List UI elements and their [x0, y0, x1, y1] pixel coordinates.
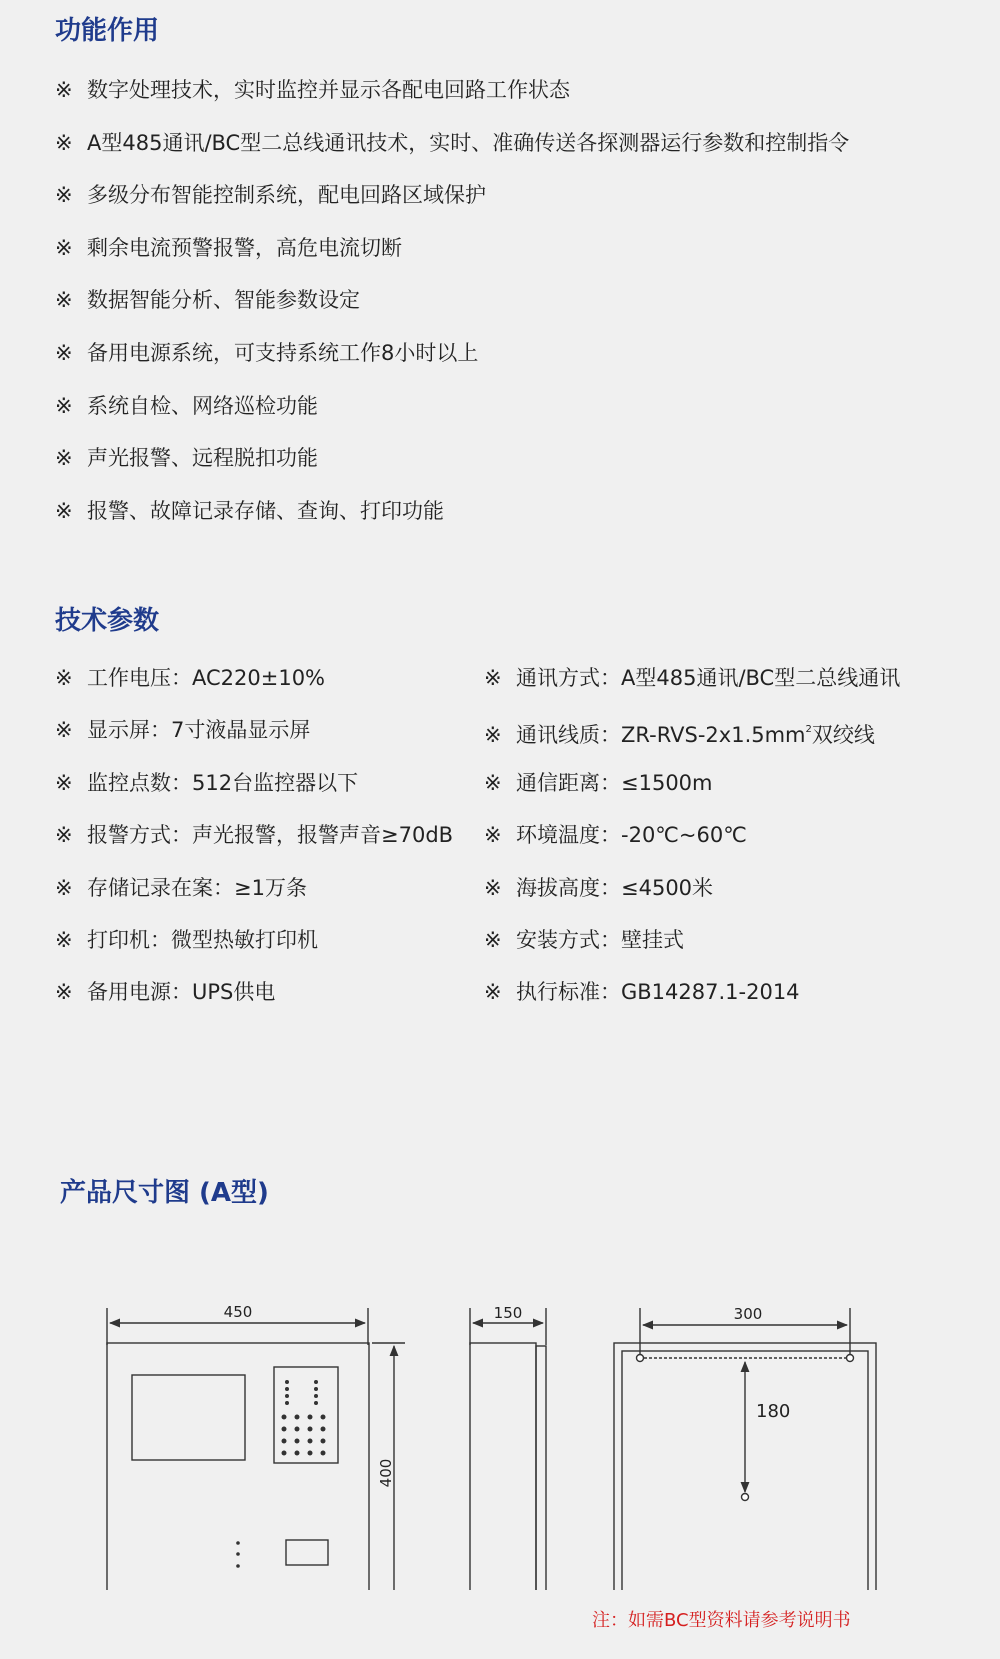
- list-item: [55, 914, 453, 966]
- reference-mark-icon: ※: [484, 666, 502, 690]
- mounting-hole: [637, 1355, 644, 1362]
- dimension-drawing: [0, 1290, 1000, 1590]
- list-item: [484, 652, 900, 704]
- list-item: [55, 704, 453, 756]
- reference-mark-icon: ※: [55, 446, 73, 471]
- reference-mark-icon: ※: [484, 823, 502, 848]
- reference-mark-icon: ※: [484, 770, 502, 795]
- reference-mark-icon: ※: [55, 78, 73, 102]
- list-item: [484, 966, 900, 1018]
- list-item: [484, 862, 900, 914]
- list-item: [55, 485, 849, 538]
- reference-mark-icon: ※: [55, 288, 73, 313]
- reference-mark-icon: ※: [55, 718, 73, 743]
- spec-text: 执行标准：GB14287.1-2014: [516, 980, 800, 1005]
- reference-mark-icon: ※: [55, 823, 73, 848]
- mount-width-label: 300: [733, 1305, 763, 1323]
- spec-text: 报警方式：声光报警，报警声音≥70dB: [87, 823, 454, 848]
- reference-mark-icon: ※: [55, 235, 73, 260]
- features-list: [55, 64, 849, 537]
- list-item: [484, 704, 900, 756]
- list-item: [484, 757, 900, 809]
- list-item: [55, 327, 849, 380]
- footnote: 注：如需BC型资料请参考说明书: [592, 1610, 851, 1631]
- side-body: [470, 1343, 536, 1590]
- feature-text: 数据智能分析、智能参数设定: [87, 288, 360, 313]
- spec-text: 通讯线质：ZR-RVS-2x1.5mm: [516, 723, 806, 748]
- reference-mark-icon: ※: [55, 666, 73, 690]
- reference-mark-icon: ※: [55, 980, 73, 1005]
- list-item: [55, 757, 453, 809]
- reference-mark-icon: ※: [55, 130, 73, 155]
- spec-text: 打印机：微型热敏打印机: [87, 927, 318, 952]
- reference-mark-icon: ※: [55, 927, 73, 952]
- spec-text: 通信距离：≤1500m: [516, 770, 713, 795]
- front-view: [107, 1308, 405, 1590]
- mounting-hole: [742, 1494, 749, 1501]
- spec-text: 安装方式：壁挂式: [516, 927, 684, 952]
- list-item: [55, 169, 849, 222]
- list-item: [55, 117, 849, 170]
- list-item: [484, 809, 900, 861]
- reference-mark-icon: ※: [55, 340, 73, 365]
- indicator-dots: [282, 1380, 326, 1456]
- status-lights: [236, 1541, 240, 1568]
- superscript: 2: [805, 724, 812, 736]
- display-screen: [132, 1375, 245, 1460]
- specs-title: 技术参数: [55, 606, 160, 636]
- features-title: 功能作用: [55, 16, 160, 46]
- feature-text: 剩余电流预警报警，高危电流切断: [87, 235, 402, 260]
- list-item: [55, 966, 453, 1018]
- front-height-label: 400: [377, 1458, 395, 1488]
- list-item: [55, 432, 849, 485]
- list-item: [55, 222, 849, 275]
- mount-height-label: 180: [756, 1401, 791, 1422]
- spec-suffix: 双绞线: [811, 723, 875, 748]
- list-item: [55, 274, 849, 327]
- reference-mark-icon: ※: [484, 723, 502, 748]
- list-item: [55, 809, 453, 861]
- list-item: [55, 652, 453, 704]
- feature-text: 系统自检、网络巡检功能: [87, 393, 318, 418]
- specs-left-column: [55, 652, 453, 1019]
- feature-text: 多级分布智能控制系统，配电回路区域保护: [87, 183, 486, 208]
- side-door: [536, 1346, 546, 1590]
- list-item: [55, 380, 849, 433]
- feature-text: 备用电源系统，可支持系统工作8小时以上: [87, 340, 479, 365]
- spec-text: 显示屏：7寸液晶显示屏: [87, 718, 311, 743]
- reference-mark-icon: ※: [55, 498, 73, 523]
- list-item: [484, 914, 900, 966]
- printer-slot: [286, 1540, 328, 1565]
- reference-mark-icon: ※: [55, 393, 73, 418]
- side-view: [470, 1308, 546, 1590]
- spec-text: 存储记录在案：≥1万条: [87, 875, 307, 900]
- list-item: [55, 64, 849, 117]
- specs-right-column: [484, 652, 900, 1019]
- feature-text: A型485通讯/BC型二总线通讯技术，实时、准确传送各探测器运行参数和控制指令: [87, 130, 850, 155]
- spec-text: 通讯方式：A型485通讯/BC型二总线通讯: [516, 666, 901, 690]
- spec-text: 海拔高度：≤4500米: [516, 875, 714, 900]
- spec-text: 备用电源：UPS供电: [87, 980, 276, 1005]
- side-depth-label: 150: [493, 1304, 523, 1322]
- feature-text: 数字处理技术，实时监控并显示各配电回路工作状态: [87, 78, 570, 102]
- spec-text: 环境温度：-20℃~60℃: [516, 823, 747, 848]
- reference-mark-icon: ※: [55, 875, 73, 900]
- reference-mark-icon: ※: [484, 927, 502, 952]
- list-item: [55, 862, 453, 914]
- reference-mark-icon: ※: [55, 183, 73, 208]
- mounting-hole: [847, 1355, 854, 1362]
- feature-text: 报警、故障记录存储、查询、打印功能: [87, 498, 444, 523]
- reference-mark-icon: ※: [484, 875, 502, 900]
- spec-text: 工作电压：AC220±10%: [87, 666, 326, 690]
- feature-text: 声光报警、远程脱扣功能: [87, 446, 318, 471]
- front-width-label: 450: [223, 1303, 253, 1321]
- spec-text: 监控点数：512台监控器以下: [87, 770, 359, 795]
- mounting-view: [614, 1308, 876, 1590]
- reference-mark-icon: ※: [55, 770, 73, 795]
- reference-mark-icon: ※: [484, 980, 502, 1005]
- dimension-title: 产品尺寸图 (A型): [60, 1178, 269, 1208]
